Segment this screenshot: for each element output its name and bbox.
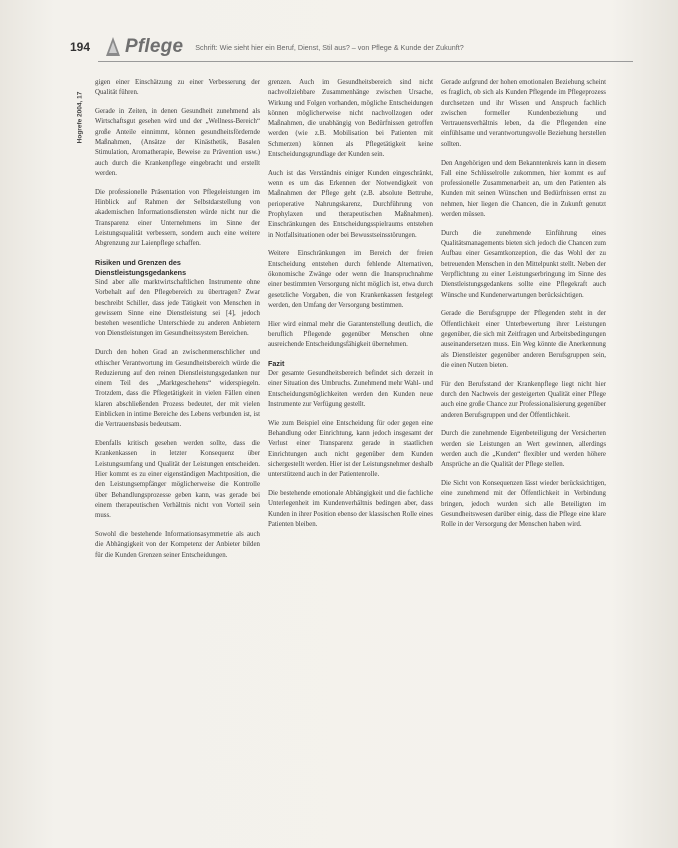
- paragraph: Den Angehörigen und dem Bekanntenkreis kann in diesem Fall eine Schlüsselrolle zukommen, hier kommt es auf professionelle Zusammenarbeit an, um den Patienten als Kunden mit seinen Wünschen und Bedürfnissen ernst zu nehmen, hier liegen die Chancen, die in Zukunft genutzt werden müssen.: [441, 159, 606, 219]
- running-head: Schrift: Wie sieht hier ein Beruf, Dienst, Stil aus? – von Pflege & Kunde der Zukunft?: [195, 42, 464, 52]
- text-column-1: [95, 78, 260, 569]
- paragraph: Gerade in Zeiten, in denen Gesundheit zunehmend als Wirtschaftsgut gesehen wird und der „Wellness-Bereich“ große Anteile einnimmt, können gesundheitsfördernde Maßnahmen, (Ansätze der Kinästhetik, Basalen Stimulation, Aromatherapie, Beweise zu Prävention usw.) auch durch die Krankenpflege eingebracht und erstellt werden.: [95, 108, 260, 177]
- text-column-2: [268, 78, 433, 539]
- journal-logo: [104, 36, 183, 58]
- paragraph: Die professionelle Präsentation von Pflegeleistungen im Hinblick auf Rahmen der Selbstdarstellung von akademischen Informationsdiensten würde nicht nur die Transparenz einer Unternehmens im Sinne der Leistungsqualität verbessern, sondern auch eine weitere Abgrenzung zur Laienpflege schaffen.: [95, 188, 260, 248]
- header-divider: [98, 61, 633, 62]
- paragraph: grenzen. Auch im Gesundheitsbereich sind nicht nachvollziehbare Zusammenhänge zwischen Ursache, Wirkung und Folgen vorhanden, mögliche Entscheidungen können möglicherweise nicht nachvollzogen oder Maßnahmen, die unabhängig von Bedürfnissen getroffen werden (wie z.B. Mobilisation bei Patienten mit Schmerzen) können als Pflegetätigkeit keine Entscheidungsgrundlage der Kunden sein.: [268, 79, 433, 159]
- paragraph: Weitere Einschränkungen im Bereich der freien Entscheidung entstehen durch fehlende Alternativen, ökonomische Zwänge oder wenn die Inanspruchnahme einer bestimmten Versorgung nicht möglich ist, etwa durch gesetzliche Vorgaben, die von Krankenkassen festgelegt werden, den Umfang der Versorgung bestimmen.: [268, 250, 433, 309]
- paragraph: Durch den hohen Grad an zwischenmenschlicher und ethischer Verantwortung im Gesundheitsbereich würde die Reduzierung auf den reinen Dienstleistungsgedanken nur einem Teil des „Marktgeschehens“ widerspiegeln. Trotzdem, dass die Pflegetätigkeit in vielen Fällen einen klaren abschließenden Prozess bedeutet, der mit vielen Einblicken in intime Bereiche des Lebens verbunden ist, ist die Vertrauensbasis bedeutsam.: [95, 349, 260, 429]
- paragraph: Durch die zunehmende Eigenbeteiligung der Versicherten werden sie Leistungen an Wert gewinnen, allerdings werden auch die „Kunden“ flexibler und werden höhere Ansprüche an die Qualität der Pflege stellen.: [441, 430, 606, 469]
- page-number: 194: [70, 40, 91, 54]
- side-label-text: Hogrefe 2004, 17: [76, 91, 84, 144]
- paragraph: Durch die zunehmende Einführung eines Qualitätsmanagements bieten sich jedoch die Chancen zum Aufbau einer Gesamtkonzeption, die das Wohl der zu betreuenden Menschen in den Mittelpunkt stellt. Neben der Verpflichtung zu einer Leistungserbringung im Sinne des Dienstleistungsgedankens sollte eine Pflegekraft auch Wünsche und Kundenerwartungen berücksichtigen.: [441, 229, 606, 299]
- section-heading: Risiken und Grenzen des Dienstleistungsgedankens: [95, 257, 187, 277]
- paragraph: Die Sicht von Konsequenzen lässt wieder berücksichtigen, eine zunehmend mit der Öffentlichkeit in Verbindung bringen, jedoch wurden sich alle Beteiligten im Gesundheitswesen darüber einig, dass die Pflege eine klare Rolle in der Versorgung der Menschen haben wird.: [441, 480, 606, 529]
- paragraph: Ebenfalls kritisch gesehen werden sollte, dass die Krankenkassen in letzter Konsequenz über Leistungsumfang und Qualität der Leistungen entscheiden. Hier kommt es zu einer eigenständigen Machtposition, die den Leistungsempfänger möglicherweise die Kontrolle über Behandlungsprozesse geben kann, was gerade bei einem therapeutischen Verhältnis nicht von Vorteil sein muss.: [95, 440, 260, 520]
- page-header: [70, 34, 630, 60]
- paragraph: Sind aber alle marktwirtschaftlichen Instrumente ohne Vorbehalt auf den Pflegebereich zu übertragen? Zwar beschreibt Schiller, dass jede Tätigkeit von Menschen in gewissem Sinne eine Dienstleistung sei [4], jedoch bestehen wesentliche Unterschiede zu anderen Anbietern von Dienstleistungen im Gesundheitssystem Bereichen.: [95, 278, 260, 338]
- paragraph: Auch ist das Verständnis einiger Kunden eingeschränkt, wenn es um das Erkennen der Notwendigkeit von Maßnahmen der Pflege geht (z.B. absolute Bettruhe, perioperative Nahrungskarenz, Durchführung von Prophylaxen und therapeutischen Maßnahmen). Einschränkungen des Entscheidungsspielraums entstehen in Notfallsituationen oder bei Bewusstseinsstörungen.: [268, 169, 433, 239]
- journal-logo-icon: [104, 36, 122, 58]
- text-column-3: [441, 78, 606, 539]
- paragraph: Sowohl die bestehende Informationsasymmetrie als auch die Abhängigkeit von der Kompetenz der Anbieter bilden für die Kunden Grenzen seiner Entscheidungen.: [95, 530, 260, 559]
- paragraph: Hier wird einmal mehr die Garantenstellung deutlich, die beruflich Pflegende gegenüber Menschen ohne ausreichende Entscheidungsfähigkeit übernehmen.: [268, 320, 433, 349]
- paragraph: gigen einer Einschätzung zu einer Verbesserung der Qualität führen.: [95, 79, 260, 97]
- paragraph: Der gesamte Gesundheitsbereich befindet sich derzeit in einer Situation des Umbruchs. Zunehmend mehr Wahl- und Entscheidungsmöglichkeiten werden den Kunden neue Instrumente zur Verfügung gestellt.: [268, 370, 433, 409]
- paragraph: Für den Berufsstand der Krankenpflege liegt nicht hier durch den Nachweis der gesteigerten Qualität einer Pflege auch eine große Chance zur Professionalisierung gegenüber anderen Berufsgruppen und der Öffentlichkeit.: [441, 380, 606, 419]
- paragraph: Wie zum Beispiel eine Entscheidung für oder gegen eine Behandlung oder Einrichtung, kann jedoch insgesamt der Verlust einer Transparenz gerade in staatlichen Einrichtungen auch nicht gegenüber dem Kunden sichergestellt werden. Hier ist der Leistungsnehmer deshalb unterstützend auch in der Patientenrolle.: [268, 419, 433, 479]
- section-heading: Fazit: [268, 359, 285, 369]
- paragraph: Die bestehende emotionale Abhängigkeit und die fachliche Unterlegenheit im Kundenverhältnis bedingen aber, dass Kunden in ihrer Position ebenso der klassischen Rolle eines Patienten bleiben.: [268, 490, 433, 528]
- paragraph: Gerade die Berufsgruppe der Pflegenden steht in der Öffentlichkeit einer Unterbewertung ihrer Leistungen gegenüber, die sich mit Zeitfragen und Arbeitsbedingungen auseinandersetzen muss. Ein Weg könnte die Anerkennung als Dienstleister gegenüber anderen Berufsgruppen sein, die einen Nutzen bieten.: [441, 310, 606, 369]
- paragraph: Gerade aufgrund der hohen emotionalen Beziehung scheint es fraglich, ob sich als Kunden Pflegende im Pflegeprozess durchsetzen und ihr Wissen und Anspruch fachlich zwischen formeller Kundenbeziehung und Vertrauensverhältnis leben, da die Pflegenden eine einfühlsame und verantwortungsvolle Beziehung herstellen sollten.: [441, 79, 606, 148]
- side-label: [70, 80, 84, 160]
- journal-name: Pflege: [125, 36, 184, 57]
